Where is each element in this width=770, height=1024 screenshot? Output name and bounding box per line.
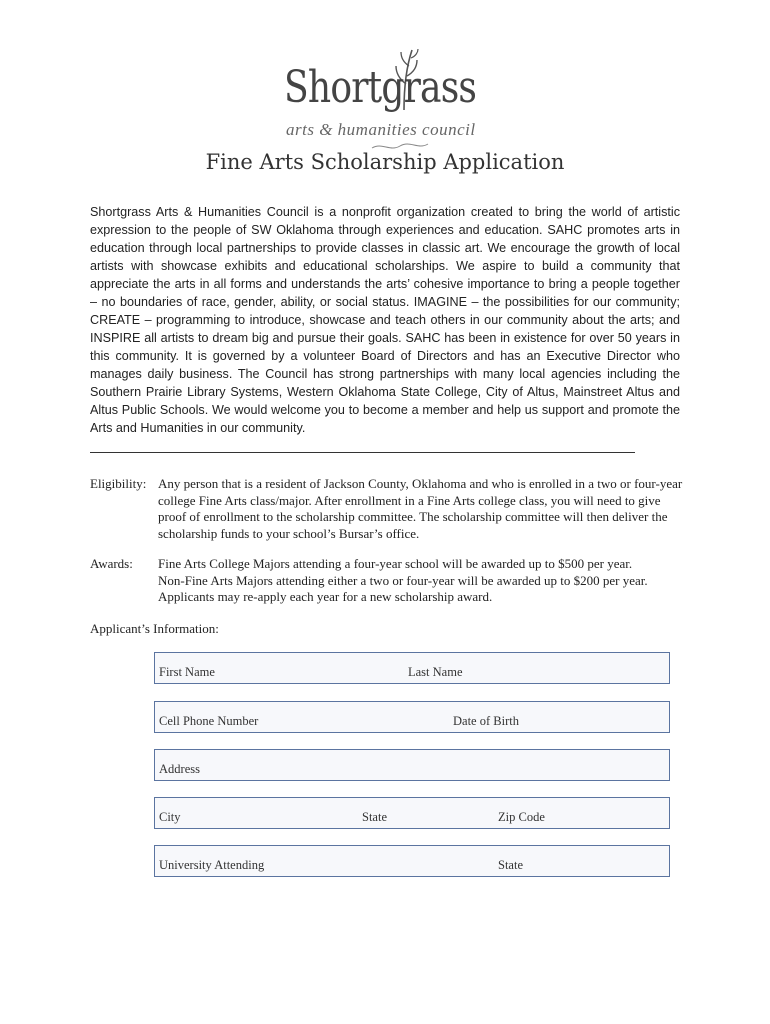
awards-label: Awards:: [90, 556, 133, 571]
logo-subtitle: arts & humanities council: [286, 120, 476, 139]
intro-paragraph: Shortgrass Arts & Humanities Council is a nonprofit organization created to bring the world of artistic expression to the people of SW Oklahoma through experiences and education. SAHC promotes arts in education through local partnerships to provide classes in classic art. We encourage the growth of local artists with showcase exhibits and educational scholarships. We aspire to build a community that appreciate the arts in all forms and understands the arts’ cohesive importance to bring a people together – no boundaries of race, gender, ability, or social status. IMAGINE – the possibilities for our community; CREATE – programming to introduce, showcase and teach others in our community about the arts; and INSPIRE all artists to dream big and pursue their goals. SAHC has been in existence for over 50 years in this community. It is governed by a volunteer Board of Directors and has an Executive Director who manages daily business. The Council has strong partnerships with many local agencies including the Southern Prairie Library Systems, Western Oklahoma State College, City of Altus, Mainstreet Altus and Altus Public Schools. We would welcome you to become a member and help us support and promote the Arts and Humanities in our community.: [90, 205, 680, 435]
eligibility-text: Any person that is a resident of Jackson County, Oklahoma and who is enrolled in a two or four-year college Fine Arts class/major. After enrollment in a Fine Arts college class, you will need to give proof of enrollment to the scholarship committee. The scholarship committee will then deliver the scholarship funds to your school’s Bursar’s office.: [158, 476, 683, 541]
name-field-row[interactable]: [154, 652, 670, 684]
cell-phone-label: Cell Phone Number: [159, 714, 259, 728]
city-label: City: [159, 810, 181, 824]
university-label: University Attending: [159, 858, 265, 872]
section-divider: [90, 452, 635, 453]
state-label: State: [362, 810, 387, 824]
page-title: Fine Arts Scholarship Application: [205, 150, 565, 174]
logo-wordmark: Shortgrass: [284, 62, 477, 113]
award-line: Fine Arts College Majors attending a four-year school will be awarded up to $500 per year.: [158, 556, 633, 571]
applicant-info-heading: Applicant’s Information:: [90, 621, 219, 636]
last-name-label: Last Name: [408, 665, 463, 679]
address-field[interactable]: [154, 749, 670, 781]
award-line: Non-Fine Arts Majors attending either a two or four-year will be awarded up to $200 per year.: [158, 572, 648, 588]
award-line: Applicants may re-apply each year for a new scholarship award.: [158, 589, 493, 604]
eligibility-label: Eligibility:: [90, 476, 147, 491]
awards-text: [158, 556, 686, 606]
university-field-row[interactable]: [154, 845, 670, 877]
city-state-zip-field-row[interactable]: [154, 797, 670, 829]
organization-logo: [270, 40, 510, 158]
university-state-label: State: [498, 858, 523, 872]
address-label: Address: [159, 762, 200, 776]
phone-dob-field-row[interactable]: [154, 701, 670, 733]
zip-code-label: Zip Code: [498, 810, 545, 824]
first-name-label: First Name: [159, 665, 215, 679]
date-of-birth-label: Date of Birth: [453, 714, 519, 728]
